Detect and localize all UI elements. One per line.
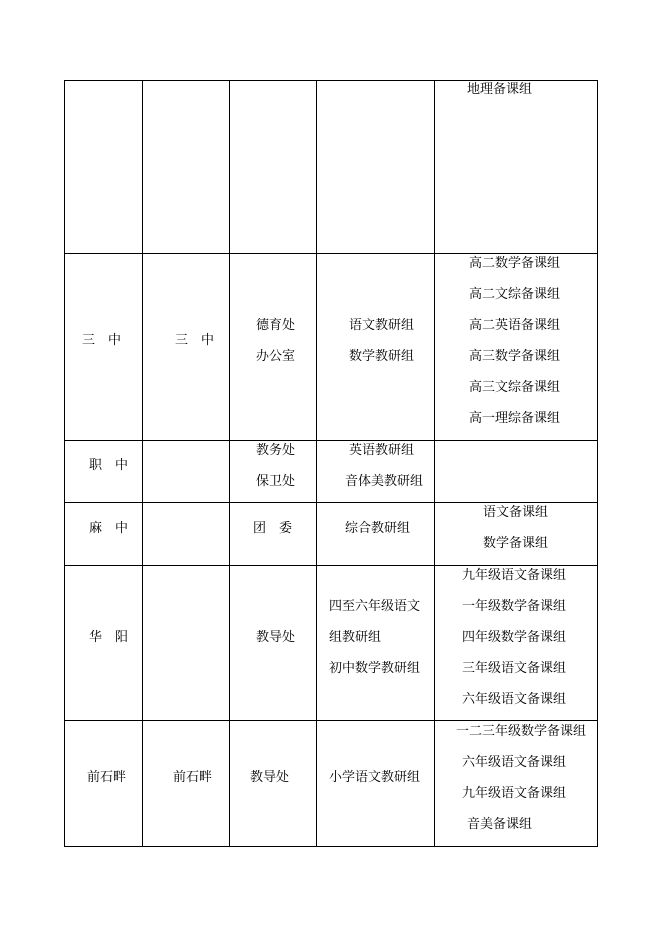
lesson-group-cell: 高二数学备课组 [469,256,561,271]
lesson-group-cell: 高三数学备课组 [469,349,561,364]
research-group-cell: 数学教研组 [349,349,415,364]
office-cell: 德育处 [256,318,296,333]
lesson-group-cell: 六年级语文备课组 [462,755,567,770]
research-group-cell: 小学语文教研组 [329,770,421,785]
lesson-group-cell: 语文备课组 [483,505,549,520]
unit-name-cell: 前石畔 [173,770,213,785]
research-group-cell: 音体美教研组 [345,474,424,489]
research-group-cell: 英语教研组 [349,443,415,458]
lesson-group-cell: 一年级数学备课组 [462,599,567,614]
office-cell: 保卫处 [256,474,296,489]
school-name-cell: 华 阳 [89,630,129,645]
lesson-group-cell: 六年级语文备课组 [462,692,567,707]
lesson-group-cell: 九年级语文备课组 [462,568,567,583]
unit-name-cell: 三 中 [175,333,215,348]
research-group-cell: 语文教研组 [349,318,415,333]
research-group-cell: 初中数学教研组 [329,661,421,676]
lesson-group-cell: 九年级语文备课组 [462,786,567,801]
research-group-cell: 综合教研组 [345,521,411,536]
staff-organization-table [64,80,598,847]
office-cell: 办公室 [256,349,296,364]
research-group-cell: 四至六年级语文 [329,599,421,614]
lesson-group-cell: 高二英语备课组 [469,318,561,333]
office-cell: 团 委 [253,521,293,536]
lesson-group-cell: 三年级语文备课组 [462,661,567,676]
row-divider [65,565,597,566]
lesson-group-cell: 数学备课组 [483,536,549,551]
row-divider [65,720,597,721]
lesson-group-cell: 一二三年级数学备课组 [456,724,587,739]
row-divider [65,253,597,254]
lesson-group-cell: 高二文综备课组 [469,287,561,302]
school-name-cell: 三 中 [82,333,122,348]
research-group-cell: 组教研组 [329,630,382,645]
office-cell: 教导处 [250,770,290,785]
office-cell: 教导处 [256,630,296,645]
column-divider [434,81,435,846]
column-divider [316,81,317,846]
lesson-group-cell: 音美备课组 [467,817,533,832]
lesson-group-cell: 地理备课组 [467,82,533,97]
school-name-cell: 职 中 [89,458,129,473]
office-cell: 教务处 [256,443,296,458]
lesson-group-cell: 高一理综备课组 [469,411,561,426]
row-divider [65,502,597,503]
school-name-cell: 前石畔 [87,770,127,785]
lesson-group-cell: 高三文综备课组 [469,380,561,395]
column-divider [229,81,230,846]
school-name-cell: 麻 中 [89,521,129,536]
lesson-group-cell: 四年级数学备课组 [462,630,567,645]
row-divider [65,440,597,441]
column-divider [142,81,143,846]
